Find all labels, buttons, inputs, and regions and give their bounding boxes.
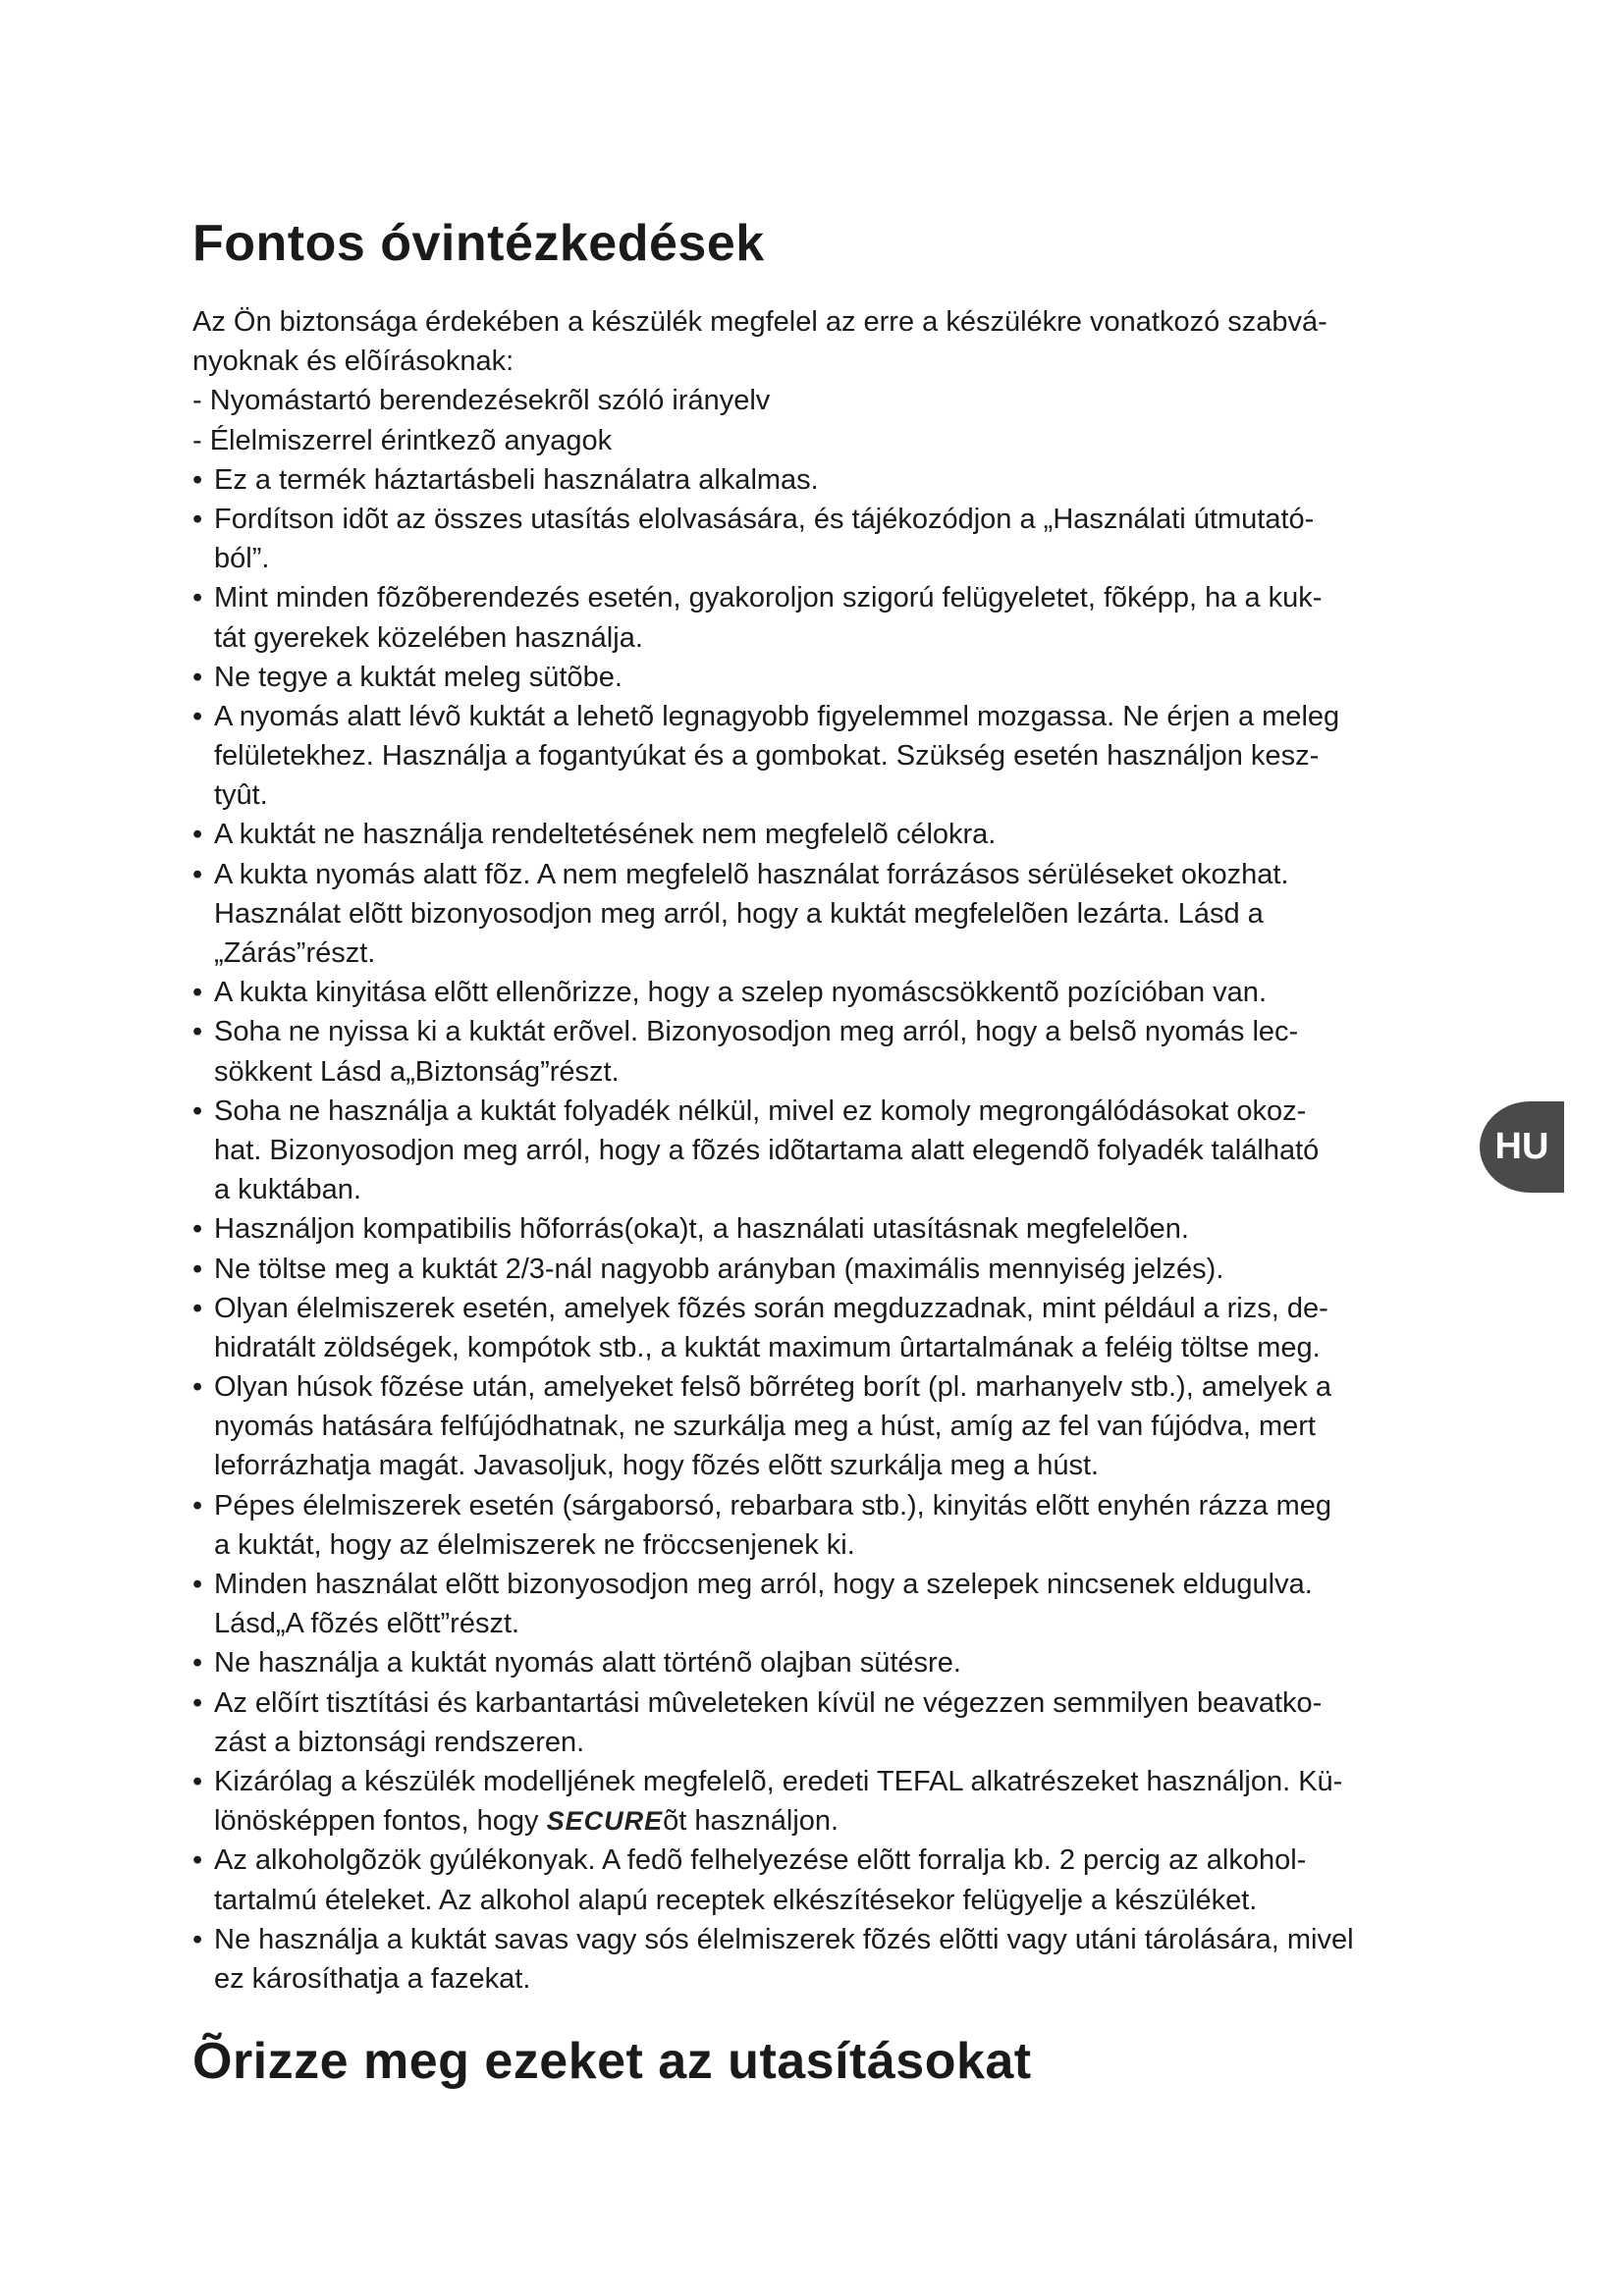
list-item-line: felületekhez. Használja a fogantyúkat és a gombokat. Szükség esetén használjon kesz-: [214, 740, 1320, 773]
bullet-icon: •: [192, 463, 203, 496]
list-item-line: ból”.: [214, 543, 270, 575]
bullet-icon: •: [192, 1095, 203, 1127]
list-item-line: tát gyerekek közelében használja.: [214, 621, 643, 654]
bullet-icon: •: [192, 1253, 203, 1285]
footer-title: Õrizze meg ezeket az utasításokat: [192, 2033, 1032, 2090]
list-item-line: a kuktában.: [214, 1174, 361, 1206]
list-item-line: A kukta kinyitása elõtt ellenõrizze, hogy a szelep nyomáscsökkentõ pozícióban van. •: [192, 973, 1528, 1012]
list-item-line: hat. Bizonyosodjon meg arról, hogy a fõzés idõtartama alatt elegendõ folyadék található: [214, 1134, 1320, 1166]
bullet-icon: •: [192, 1292, 203, 1324]
list-item-line: nyomás hatására felfújódhatnak, ne szurkálja meg a húst, amíg az fel van fújódva, mert: [214, 1411, 1316, 1443]
list-item-line: Soha ne nyissa ki a kuktát erõvel. Bizonyosodjon meg arról, hogy a belsõ nyomás lec- •: [192, 1012, 1528, 1051]
language-tab: HU: [1480, 1101, 1564, 1193]
precautions-body: [192, 302, 1528, 1999]
list-item-line: „Zárás”részt.: [214, 937, 376, 969]
list-item-line: Olyan húsok fõzése után, amelyeket felsõ bõrréteg borít (pl. marhanyelv stb.), amelyek a •: [192, 1367, 1528, 1407]
list-item-line: Fordítson idõt az összes utasítás elolvasására, és tájékozódjon a „Használati útmutató- •: [192, 500, 1528, 539]
list-item-line: Az alkoholgõzök gyúlékonyak. A fedõ felhelyezése elõtt forralja kb. 2 percig az alkohol- •: [192, 1841, 1528, 1880]
intro-line: nyoknak és elõírásoknak:: [192, 346, 514, 378]
list-item-line: Ne használja a kuktát savas vagy sós élelmiszerek fõzés elõtti vagy utáni tárolására, mivel •: [192, 1920, 1528, 1959]
intro-line: - Élelmiszerrel érintkezõ anyagok: [192, 424, 613, 456]
bullet-icon: •: [192, 819, 203, 851]
bullet-icon: •: [192, 661, 203, 693]
bullet-icon: •: [192, 1686, 203, 1719]
intro-line: - Nyomástartó berendezésekrõl szóló irányelv: [192, 385, 771, 417]
list-item-line: ez károsíthatja a fazekat.: [214, 1962, 531, 1995]
list-item-line: A kuktát ne használja rendeltetésének nem megfelelõ célokra. •: [192, 815, 1528, 854]
list-item-line: Ez a termék háztartásbeli használatra alkalmas. •: [192, 460, 1528, 500]
bullet-icon: •: [192, 1016, 203, 1048]
list-item-line: Használat elõtt bizonyosodjon meg arról, hogy a kuktát megfelelõen lezárta. Lásd a: [214, 897, 1264, 930]
bullet-icon: •: [192, 503, 203, 535]
bullet-icon: •: [192, 1844, 203, 1877]
intro-line: Az Ön biztonsága érdekében a készülék megfelel az erre a készülékre vonatkozó szabvá-: [192, 306, 1327, 338]
list-item-line: tartalmú ételeket. Az alkohol alapú receptek elkészítésekor felügyelje a készüléket.: [214, 1884, 1258, 1916]
list-item-line: Minden használat elõtt bizonyosodjon meg arról, hogy a szelepek nincsenek eldugulva. •: [192, 1565, 1528, 1604]
list-item-line: Ne használja a kuktát nyomás alatt történõ olajban sütésre. •: [192, 1643, 1528, 1682]
list-item-line: A nyomás alatt lévõ kuktát a lehetõ legnagyobb figyelemmel mozgassa. Ne érjen a meleg •: [192, 697, 1528, 736]
bullet-icon: •: [192, 582, 203, 614]
list-item-line: Ne tegye a kuktát meleg sütõbe. •: [192, 658, 1528, 697]
list-item-line: zást a biztonsági rendszeren.: [214, 1726, 585, 1758]
page-title: Fontos óvintézkedések: [192, 215, 765, 272]
list-item-line: tyût.: [214, 779, 268, 812]
bullet-icon: •: [192, 1765, 203, 1797]
bullet-icon: •: [192, 1647, 203, 1680]
bullet-icon: •: [192, 1371, 203, 1404]
list-item-line: Lásd„A fõzés elõtt”részt.: [214, 1608, 520, 1640]
list-item-line: Az elõírt tisztítási és karbantartási mûveleteken kívül ne végezzen semmilyen beavatko- •: [192, 1683, 1528, 1723]
list-item-line: a kuktát, hogy az élelmiszerek ne fröccsenjenek ki.: [214, 1528, 855, 1561]
bullet-icon: •: [192, 977, 203, 1009]
bullet-icon: •: [192, 700, 203, 732]
list-item-line: [192, 1801, 1528, 1841]
secure-logo: SECURE: [547, 1801, 664, 1841]
text: õt használjon.: [663, 1805, 839, 1838]
bullet-icon: •: [192, 1489, 203, 1522]
bullet-icon: •: [192, 1923, 203, 1955]
list-item-line: Pépes élelmiszerek esetén (sárgaborsó, rebarbara stb.), kinyitás elõtt enyhén rázza meg •: [192, 1486, 1528, 1525]
list-item-line: sökkent Lásd a„Biztonság”részt.: [214, 1055, 620, 1088]
list-item-line: Mint minden fõzõberendezés esetén, gyakoroljon szigorú felügyeletet, fõképp, ha a kuk- •: [192, 578, 1528, 617]
text: lönösképpen fontos, hogy: [214, 1805, 547, 1838]
list-item-line: Soha ne használja a kuktát folyadék nélkül, mivel ez komoly megrongálódásokat okoz- •: [192, 1092, 1528, 1131]
list-item-line: Olyan élelmiszerek esetén, amelyek fõzés során megduzzadnak, mint például a rizs, de- •: [192, 1289, 1528, 1328]
list-item-line: Kizárólag a készülék modelljének megfelelõ, eredeti TEFAL alkatrészeket használjon. Kü- •: [192, 1762, 1528, 1801]
bullet-icon: •: [192, 1213, 203, 1246]
bullet-icon: •: [192, 1569, 203, 1600]
list-item-line: Ne töltse meg a kuktát 2/3-nál nagyobb arányban (maximális mennyiség jelzés). •: [192, 1250, 1528, 1289]
list-item-line: Használjon kompatibilis hõforrás(oka)t, a használati utasításnak megfelelõen. •: [192, 1209, 1528, 1249]
list-item-line: hidratált zöldségek, kompótok stb., a kuktát maximum ûrtartalmának a feléig töltse meg.: [214, 1331, 1321, 1363]
list-item-line: leforrázhatja magát. Javasoljuk, hogy fõzés elõtt szurkálja meg a húst.: [214, 1450, 1100, 1482]
list-item-line: A kukta nyomás alatt fõz. A nem megfelelõ használat forrázásos sérüléseket okozhat. •: [192, 855, 1528, 894]
bullet-icon: •: [192, 858, 203, 890]
